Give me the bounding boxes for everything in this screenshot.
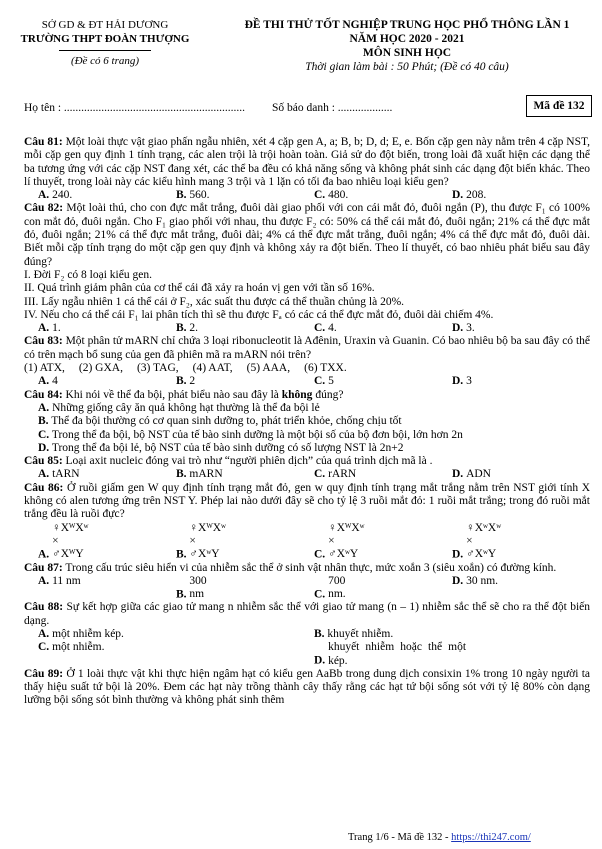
exam-code-box: Mã đề 132: [526, 95, 592, 117]
question-number: Câu 89:: [24, 667, 64, 680]
option-c[interactable]: C. ♀XᵂXʷ × ♂XʷY: [314, 521, 365, 561]
option-b[interactable]: B. ♀XᵂXʷ × ♂XʷY: [176, 521, 226, 561]
page-footer: [348, 832, 531, 843]
question-number: Câu 87:: [24, 561, 63, 574]
question-89: [24, 668, 590, 708]
question-number: Câu 81:: [24, 136, 63, 148]
question-text: Trong cấu trúc siêu hiển vi của nhiễm sắc thể ở sinh vật nhân thực, mức xoắn 3 (siêu xoắn) có đường kính.: [65, 561, 557, 574]
question-number: Câu 86:: [24, 481, 64, 494]
answer-options: [24, 522, 590, 562]
dept-name: SỞ GD & ĐT HẢI DƯƠNG: [41, 19, 169, 31]
page-count: (Đề có 6 trang): [70, 55, 140, 67]
option-d[interactable]: D. 30 nm.: [452, 574, 499, 587]
question-text: Một loài thú, cho con đực mắt trắng, đuôi dài giao phối với con cái mắt đỏ, đuôi ngắn (P), thu được F₁ có 100% con mắt đỏ, đuôi ngắn. Cho F₁ giao phối với nhau, thu được F₂ có: 50% cá thể cái mắt đỏ, đuôi ngắn; 21% cá thể đực mắt đỏ, đuôi ngắn; 21% cá thể đực mắt trắng, đuôi dài; 4% cá thể đực mắt trắng, đuôi ngắn; 4% cá thể đực mắt đỏ, đuôi dài. Biết mỗi cặp tính trạng do một cặp gen quy định và không xảy ra đột biến. Theo lí thuyết, có bao nhiêu phát biểu sau đây đúng?: [24, 202, 591, 268]
question-number: Câu 85:: [24, 455, 63, 468]
option-a[interactable]: A. 240.: [38, 189, 73, 202]
option-c[interactable]: C. 700 nm.: [314, 574, 346, 601]
option-b[interactable]: B. khuyết nhiễm.: [314, 627, 394, 640]
school-year: NĂM HỌC 2020 - 2021: [349, 33, 465, 45]
option-a[interactable]: A. 11 nm: [38, 574, 81, 587]
student-name-line: Họ tên : ...............................................................: [24, 102, 246, 114]
exam-title: ĐỀ THI THỬ TỐT NGHIỆP TRUNG HỌC PHỔ THÔNG LẦN 1: [244, 19, 570, 31]
header-right: [222, 18, 592, 74]
option-d[interactable]: D. 208.: [452, 189, 487, 202]
answer-options: [24, 468, 590, 481]
option-d[interactable]: D. ♀XʷXʷ × ♂XʷY: [452, 521, 502, 561]
option-d[interactable]: D. Trong thể đa bội lẻ, bộ NST của tế bào sinh dưỡng có số lượng NST là 2n+2: [38, 441, 404, 454]
option-a[interactable]: A. tARN: [38, 468, 80, 481]
option-d[interactable]: D. 3: [452, 375, 472, 388]
question-text: Một loài thực vật giao phấn ngẫu nhiên, xét 4 cặp gen A, a; B, b; D, d; E, e. Bốn cặp gen này nằm trên 4 cặp NST, mỗi cặp gen quy định 1 tính trạng, các alen trội là trội hoàn toàn. Giả sử do đột biến, trong loài đã xuất hiện các dạng thể ba tương ứng với các cặp NST đang xét, các thể ba đều có khả năng sống và không phát sinh các dạng đột biến khác. Theo lí thuyết, trong loài này các kiểu hình mang 3 trội và 1 lặn có tối đa bao nhiêu loại kiểu gen?: [24, 136, 591, 188]
option-b[interactable]: B. 300 nm: [176, 574, 207, 601]
option-a[interactable]: A. một nhiễm kép.: [38, 627, 124, 640]
codon-item: (3) TAG,: [136, 362, 179, 375]
question-text: Ở 1 loài thực vật khi thực hiện ngâm hạt có kiểu gen AaBb trong dung dịch consixin 1% trong 10 ngày người ta thấy hiệu suất tứ bội là 20%. Đem các hạt này trồng thành cây thấy rằng các hạt tứ bội sống sót với tỷ lệ 80% còn dạng lưỡng bội sống sót bình thường và không phát sinh thêm: [24, 667, 590, 707]
option-c[interactable]: C. 480.: [314, 189, 349, 202]
answer-options: [24, 189, 590, 202]
answer-options: [24, 375, 590, 388]
question-87: [24, 562, 590, 602]
question-84: [24, 389, 590, 455]
question-number: Câu 88:: [24, 601, 64, 614]
codon-item: (5) AAA,: [246, 362, 291, 375]
answer-options: [24, 322, 590, 335]
statement-1: I. Đời F₂ có 8 loại kiểu gen.: [24, 268, 152, 281]
codon-item: (6) TXX.: [304, 362, 347, 375]
student-id-line: Số báo danh : ...................: [272, 102, 393, 114]
option-b[interactable]: B. Thể đa bội thường có cơ quan sinh dưỡng to, phát triển khỏe, chống chịu tốt: [38, 415, 402, 428]
time-info: Thời gian làm bài : 50 Phút; (Đề có 40 câu): [305, 61, 509, 73]
header-divider: [59, 50, 151, 51]
codon-item: (2) GXA,: [78, 362, 123, 375]
question-85: [24, 455, 590, 482]
question-81: [24, 136, 590, 202]
answer-options-row1: [24, 628, 590, 641]
question-number: Câu 82:: [24, 202, 64, 215]
option-a[interactable]: A. Những giống cây ăn quả không hạt thường là thể đa bội lẻ: [38, 401, 320, 414]
footer-link[interactable]: https://thi247.com/: [451, 832, 531, 843]
question-text: Một phân tử mARN chỉ chứa 3 loại ribonucleotit là Ađênin, Uraxin và Guanin. Có bao nhiêu bộ ba sau đây có thể có trên mạch bổ sung của gen đã phiên mã ra mARN nói trên?: [24, 335, 590, 361]
question-text: Khi nói về thể đa bội, phát biểu nào sau đây là không đúng?: [65, 388, 344, 401]
statement-3: III. Lấy ngẫu nhiên 1 cá thể cái ở F₂, xác suất thu được cá thể thuần chủng là 20%.: [24, 295, 405, 308]
question-88: [24, 601, 590, 667]
option-a[interactable]: A. ♀XᵂXʷ × ♂XᵂY: [38, 521, 89, 561]
question-number: Câu 83:: [24, 335, 63, 348]
question-text: Sự kết hợp giữa các giao tử mang n nhiễm sắc thể với giao tử mang (n – 1) nhiễm sắc thể sẽ cho ra thể đột biến dạng.: [24, 601, 590, 627]
option-d[interactable]: D. ADN: [452, 468, 491, 481]
subject: MÔN SINH HỌC: [362, 47, 452, 59]
statement-2: II. Quá trình giảm phân của cơ thể cái đã xảy ra hoán vị gen với tần số 16%.: [24, 282, 375, 295]
option-a[interactable]: A. 4: [38, 375, 58, 388]
option-b[interactable]: B. 2.: [176, 322, 199, 335]
option-c[interactable]: C. 5: [314, 375, 334, 388]
option-a[interactable]: A. 1.: [38, 322, 61, 335]
option-c[interactable]: C. rARN: [314, 468, 357, 481]
question-86: [24, 482, 590, 562]
questions: [24, 136, 590, 708]
statement-4: IV. Nếu cho cá thể cái F₁ lai phân tích thì sẽ thu được Fₐ có các cá thể đực mắt đỏ, đuôi dài chiếm 4%.: [24, 308, 494, 321]
option-d[interactable]: D. 3.: [452, 322, 475, 335]
school-name: TRƯỜNG THPT ĐOÀN THƯỢNG: [20, 33, 190, 45]
question-number: Câu 84:: [24, 388, 63, 401]
option-c[interactable]: C. 4.: [314, 322, 337, 335]
option-c[interactable]: C. Trong thể đa bội, bộ NST của tế bào sinh dưỡng là một bội số của bộ đơn bội, lớn hơn 2n: [38, 428, 463, 441]
footer-text: Trang 1/6 - Mã đề 132 -: [348, 832, 452, 843]
header-left: [20, 18, 190, 68]
option-b[interactable]: B. 560.: [176, 189, 210, 202]
question-text: Ở ruồi giấm gen W quy định tính trạng mắt đỏ, gen w quy định tính trạng mắt trắng nằm trên NST giới tính X không có alen tương ứng trên NST Y. Phép lai nào dưới đây sẽ cho tỷ lệ 3 ruồi mắt đỏ: 1 ruồi mắt trắng; trong đó ruồi mắt trắng đều là ruồi đực?: [24, 481, 591, 521]
question-83: [24, 335, 590, 388]
codon-item: (4) AAT,: [192, 362, 233, 375]
option-c[interactable]: C. một nhiễm.: [38, 641, 105, 654]
codon-list: [24, 362, 590, 375]
answer-options: [24, 575, 590, 602]
option-b[interactable]: B. 2: [176, 375, 196, 388]
codon-item: (1) ATX,: [24, 362, 65, 375]
option-d[interactable]: D. khuyết nhiễm hoặc thể một kép.: [314, 641, 467, 667]
question-82: [24, 202, 590, 335]
question-text: Loại axit nucleic đóng vai trò như “người phiên dịch” của quá trình dịch mã là .: [65, 455, 433, 468]
option-b[interactable]: B. mARN: [176, 468, 223, 481]
answer-options-row2: [24, 641, 590, 668]
